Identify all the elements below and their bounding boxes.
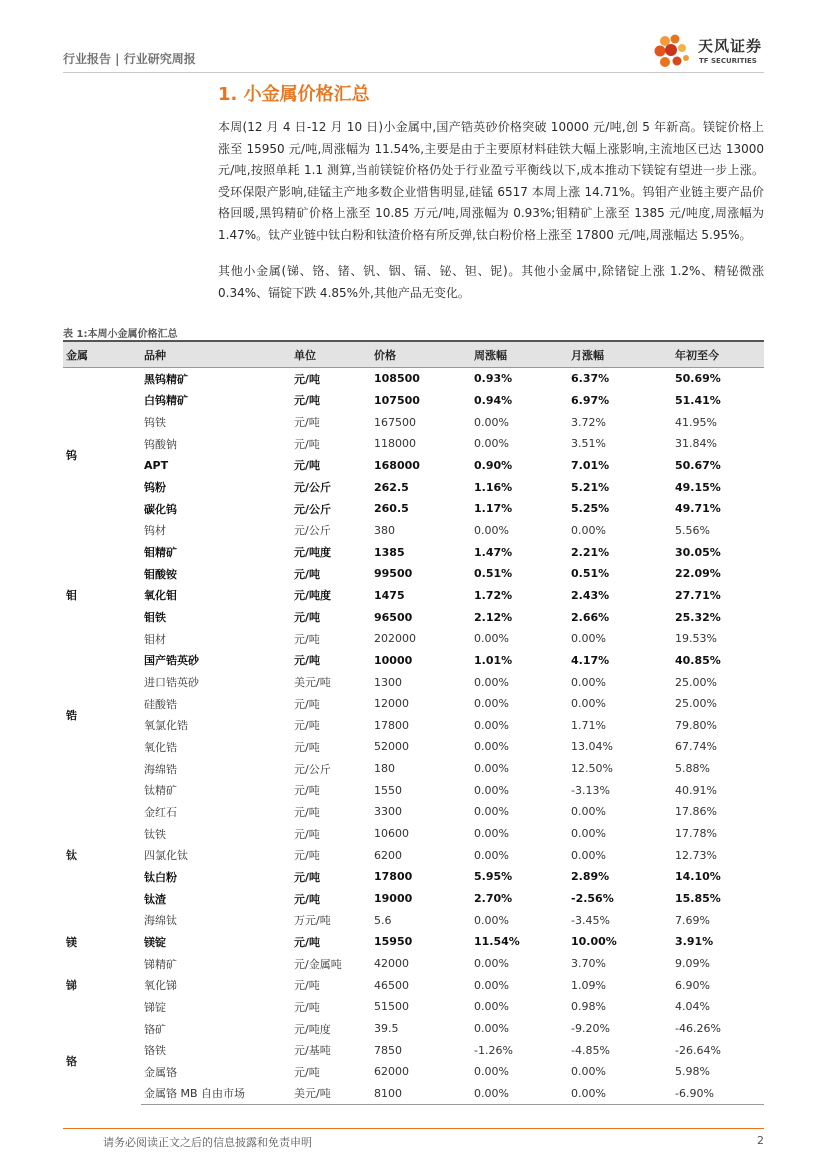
cell-ytd-change: 4.04% (675, 1000, 710, 1014)
cell-month-change: 3.72% (571, 415, 606, 429)
cell-month-change: 0.51% (571, 567, 610, 581)
cell-ytd-change: 49.15% (675, 480, 721, 494)
cell-ytd-change: 31.84% (675, 437, 717, 451)
cell-month-change: 3.51% (571, 437, 606, 451)
cell-week-change: 0.00% (474, 437, 509, 451)
cell-ytd-change: 17.86% (675, 805, 717, 819)
cell-price: 202000 (374, 632, 416, 646)
cell-ytd-change: 5.56% (675, 523, 710, 537)
cell-price: 108500 (374, 372, 420, 386)
cell-unit: 元/吨 (294, 394, 321, 408)
cell-unit: 元/公斤 (294, 762, 331, 776)
table-row (63, 1061, 764, 1083)
cell-month-change: 1.09% (571, 978, 606, 992)
cell-week-change: 0.00% (474, 827, 509, 841)
table-row (63, 715, 764, 737)
cell-unit: 元/吨 (294, 979, 320, 993)
cell-product: 钛铁 (144, 827, 166, 841)
cell-price: 167500 (374, 415, 416, 429)
breadcrumb: 行业报告 | 行业研究周报 (63, 52, 196, 66)
cell-unit: 元/吨度 (294, 1022, 331, 1036)
cell-month-change: 13.04% (571, 740, 613, 754)
cell-unit: 元/基吨 (294, 1044, 331, 1058)
cell-metal: 钨 (66, 448, 77, 462)
cell-unit: 万元/吨 (294, 914, 331, 928)
table-body (63, 368, 764, 1105)
cell-metal: 钼 (66, 589, 77, 603)
cell-product: 氧化锆 (144, 740, 177, 754)
cell-ytd-change: 5.88% (675, 762, 710, 776)
cell-month-change: 0.00% (571, 1065, 606, 1079)
cell-price: 260.5 (374, 502, 409, 516)
cell-price: 1550 (374, 783, 402, 797)
cell-month-change: 7.01% (571, 458, 610, 472)
cell-week-change: 0.90% (474, 458, 513, 472)
cell-price: 5.6 (374, 913, 392, 927)
cell-month-change: 6.97% (571, 393, 610, 407)
cell-product: 金属铬 MB 自由市场 (141, 1083, 291, 1105)
cell-week-change: 0.00% (474, 978, 509, 992)
cell-unit: 元/吨 (294, 459, 321, 473)
cell-month-change: 2.89% (571, 870, 610, 884)
cell-product: 海绵锆 (144, 762, 177, 776)
cell-price: 3300 (374, 805, 402, 819)
cell-week-change: 2.70% (474, 892, 513, 906)
cell-month-change: 0.00% (571, 675, 606, 689)
cell-week-change: 1.01% (474, 653, 513, 667)
cell-price: 6200 (374, 848, 402, 862)
cell-week-change: 0.00% (474, 740, 509, 754)
table-row (63, 650, 764, 672)
cell-month-change: 10.00% (571, 935, 617, 949)
cell-price: 99500 (374, 567, 413, 581)
page-number: 2 (757, 1134, 764, 1147)
footer-disclaimer: 请务必阅读正文之后的信息披露和免责申明 (103, 1136, 312, 1149)
cell-month-change: -9.20% (571, 1022, 610, 1036)
company-logo (651, 33, 781, 73)
cell-week-change: 0.00% (474, 1000, 509, 1014)
cell-unit: 元/公斤 (294, 481, 332, 495)
cell-week-change: 0.00% (471, 1083, 568, 1105)
cell-price: 46500 (374, 978, 409, 992)
cell-ytd-change: 22.09% (675, 567, 721, 581)
cell-price: 118000 (374, 437, 416, 451)
table-row (63, 671, 764, 693)
cell-unit: 元/吨 (294, 372, 321, 386)
table-row (63, 563, 764, 585)
table-row (63, 758, 764, 780)
cell-unit: 元/金属吨 (294, 957, 342, 971)
cell-ytd-change: 30.05% (675, 545, 721, 559)
cell-product: 锑精矿 (144, 957, 177, 971)
cell-price: 15950 (374, 935, 413, 949)
cell-ytd-change: 17.78% (675, 827, 717, 841)
cell-ytd-change: 12.73% (675, 848, 717, 862)
cell-week-change: 0.00% (474, 805, 509, 819)
price-table (63, 340, 764, 1105)
cell-price: 262.5 (374, 480, 409, 494)
cell-ytd-change: 15.85% (675, 892, 721, 906)
cell-unit: 元/吨度 (294, 546, 332, 560)
cell-unit: 元/公斤 (294, 524, 331, 538)
cell-month-change: 5.21% (571, 480, 610, 494)
cell-unit: 元/吨 (294, 827, 320, 841)
table-row (63, 736, 764, 758)
cell-month-change: 0.00% (571, 697, 606, 711)
cell-ytd-change: 67.74% (675, 740, 717, 754)
cell-price: 17800 (374, 870, 413, 884)
cell-week-change: 5.95% (474, 870, 513, 884)
cell-week-change: 0.00% (474, 697, 509, 711)
cell-product: 碳化钨 (144, 502, 177, 516)
cell-price: 168000 (374, 458, 420, 472)
cell-price: 39.5 (374, 1022, 399, 1036)
cell-week-change: 0.00% (474, 1022, 509, 1036)
header-product: 品种 (141, 341, 291, 368)
table-row (63, 1083, 764, 1105)
cell-product: 四氯化钛 (144, 849, 188, 863)
cell-metal: 锆 (66, 708, 77, 722)
cell-ytd-change: 40.85% (675, 653, 721, 667)
cell-ytd-change: -6.90% (672, 1083, 764, 1105)
cell-product: 镁锭 (144, 935, 166, 949)
cell-metal: 镁 (66, 935, 77, 949)
cell-week-change: 0.93% (474, 372, 513, 386)
cell-week-change: 0.00% (474, 523, 509, 537)
cell-ytd-change: -26.64% (675, 1043, 721, 1057)
cell-unit: 元/吨 (294, 719, 320, 733)
cell-product: 白钨精矿 (144, 394, 188, 408)
cell-product: 国产锆英砂 (144, 654, 199, 668)
cell-price: 17800 (374, 718, 409, 732)
cell-month-change: 0.00% (571, 827, 606, 841)
cell-month-change: 0.98% (571, 1000, 606, 1014)
cell-price: 51500 (374, 1000, 409, 1014)
header-divider (63, 72, 764, 73)
cell-week-change: 0.00% (474, 415, 509, 429)
cell-week-change: 0.00% (474, 783, 509, 797)
cell-product: 钛精矿 (144, 784, 177, 798)
cell-product: 钨粉 (144, 481, 166, 495)
cell-unit: 元/吨 (294, 567, 321, 581)
cell-unit: 元/吨 (294, 892, 321, 906)
table-row (63, 606, 764, 628)
cell-ytd-change: 50.67% (675, 458, 721, 472)
summary-paragraph-1: 本周(12 月 4 日-12 月 10 日)小金属中,国产锆英砂价格突破 10000 元/吨,创 5 年新高。镁锭价格上涨至 15950 元/吨,周涨幅为 11.54%,主要是由于主要原材料硅铁大幅上涨影响,主流地区已达 13000 元/吨,按照单耗 1.1 测算,当前镁锭价格仍处于行业盈亏平衡线以下,成本推动下镁锭有望进一步上涨。受环保限产影响,硅锰主产地多数企业惜售明显,硅锰 6517 本周上涨 14.71%。钨钼产业链主要产品价格回暖,黑钨精矿价格上涨至 10.85 万元/吨,周涨幅为 0.93%;钼精矿上涨至 1385 元/吨度,周涨幅为 1.47%。钛产业链中钛白粉和钛渣价格有所反弹,钛白粉价格上涨至 17800 元/吨,周涨幅达 5.95%。 (218, 120, 764, 242)
cell-unit: 元/吨 (294, 654, 321, 668)
cell-month-change: 0.00% (568, 1083, 672, 1105)
cell-week-change: 1.16% (474, 480, 513, 494)
cell-product: 硅酸锆 (144, 697, 177, 711)
cell-week-change: 1.72% (474, 588, 513, 602)
cell-metal: 铬 (66, 1055, 77, 1069)
table-row (63, 411, 764, 433)
table-row (63, 996, 764, 1018)
header-week-change: 周涨幅 (471, 341, 568, 368)
section-title: 1. 小金属价格汇总 (218, 84, 370, 105)
cell-ytd-change: 3.91% (675, 935, 714, 949)
cell-month-change: -4.85% (571, 1043, 610, 1057)
cell-product: APT (144, 458, 169, 472)
cell-unit: 元/吨 (294, 437, 320, 451)
cell-product: 铬铁 (144, 1044, 166, 1058)
header-metal: 金属 (63, 341, 141, 368)
cell-ytd-change: 41.95% (675, 415, 717, 429)
cell-product: 海绵钛 (144, 914, 177, 928)
cell-week-change: 0.00% (474, 913, 509, 927)
cell-product: 进口锆英砂 (144, 676, 199, 690)
table-row (63, 1039, 764, 1061)
price-table-container (63, 340, 764, 1105)
cell-unit: 元/吨 (294, 632, 320, 646)
cell-ytd-change: 19.53% (675, 632, 717, 646)
table-row (63, 693, 764, 715)
cell-unit: 元/吨 (294, 870, 321, 884)
table-row (63, 585, 764, 607)
cell-product: 钛渣 (144, 892, 166, 906)
cell-ytd-change: 25.32% (675, 610, 721, 624)
cell-product: 钼材 (144, 632, 166, 646)
cell-month-change: 0.00% (571, 805, 606, 819)
cell-month-change: 0.00% (571, 632, 606, 646)
cell-ytd-change: 40.91% (675, 783, 717, 797)
cell-unit: 元/吨度 (294, 589, 332, 603)
cell-month-change: 0.00% (571, 523, 606, 537)
cell-month-change: 1.71% (571, 718, 606, 732)
table-caption: 表 1:本周小金属价格汇总 (63, 329, 178, 340)
cell-week-change: 0.00% (474, 848, 509, 862)
cell-ytd-change: 79.80% (675, 718, 717, 732)
cell-product: 金红石 (144, 805, 177, 819)
cell-unit: 元/吨 (294, 697, 320, 711)
table-row (63, 801, 764, 823)
cell-product: 钨酸钠 (144, 437, 177, 451)
cell-metal: 锑 (66, 979, 77, 993)
cell-month-change: -3.13% (571, 783, 610, 797)
cell-ytd-change: 50.69% (675, 372, 721, 386)
cell-price: 1475 (374, 588, 405, 602)
cell-product: 钼铁 (144, 611, 166, 625)
cell-month-change: -2.56% (571, 892, 614, 906)
cell-month-change: 3.70% (571, 957, 606, 971)
cell-month-change: -3.45% (571, 913, 610, 927)
cell-week-change: 1.17% (474, 502, 513, 516)
cell-unit: 元/吨 (294, 935, 321, 949)
cell-price: 107500 (374, 393, 420, 407)
cell-product: 黑钨精矿 (144, 372, 188, 386)
table-row (63, 368, 764, 390)
table-row (63, 931, 764, 953)
cell-price: 10000 (374, 653, 413, 667)
summary-paragraph-2: 其他小金属(锑、铬、锗、钒、铟、镉、铋、钽、铌)。其他小金属中,除锗锭上涨 1.2%、精铋微涨 0.34%、镉锭下跌 4.85%外,其他产品无变化。 (218, 264, 764, 300)
cell-month-change: 0.00% (571, 848, 606, 862)
cell-week-change: 1.47% (474, 545, 513, 559)
cell-price: 62000 (374, 1065, 409, 1079)
cell-ytd-change: 7.69% (675, 913, 710, 927)
cell-price: 12000 (374, 697, 409, 711)
table-row (63, 455, 764, 477)
cell-week-change: -1.26% (474, 1043, 513, 1057)
cell-price: 380 (374, 523, 395, 537)
cell-product: 铬矿 (144, 1022, 166, 1036)
cell-ytd-change: 5.98% (675, 1065, 710, 1079)
table-row (63, 844, 764, 866)
cell-ytd-change: 9.09% (675, 957, 710, 971)
logo-text-en: TF SECURITIES (699, 57, 757, 65)
header-ytd-change: 年初至今 (672, 341, 764, 368)
table-row (63, 909, 764, 931)
cell-ytd-change: 49.71% (675, 502, 721, 516)
table-row (63, 628, 764, 650)
table-row (63, 953, 764, 975)
cell-product: 氧化钼 (144, 589, 177, 603)
cell-ytd-change: 6.90% (675, 978, 710, 992)
cell-week-change: 0.94% (474, 393, 513, 407)
cell-unit: 元/吨 (294, 805, 320, 819)
cell-price: 42000 (374, 957, 409, 971)
cell-week-change: 0.00% (474, 762, 509, 776)
table-row (63, 779, 764, 801)
cell-week-change: 0.00% (474, 957, 509, 971)
cell-unit: 元/公斤 (294, 502, 332, 516)
cell-unit: 元/吨 (294, 1000, 320, 1014)
cell-month-change: 2.66% (571, 610, 610, 624)
table-row (63, 541, 764, 563)
table-row (63, 1018, 764, 1040)
cell-product: 氧氯化锆 (144, 719, 188, 733)
cell-product: 金属铬 (144, 1065, 177, 1079)
cell-price: 1385 (374, 545, 405, 559)
cell-unit: 美元/吨 (291, 1083, 371, 1105)
cell-ytd-change: 25.00% (675, 697, 717, 711)
table-row (63, 498, 764, 520)
cell-unit: 元/吨 (294, 849, 320, 863)
cell-product: 钨铁 (144, 416, 166, 430)
cell-unit: 元/吨 (294, 784, 320, 798)
cell-product: 钼酸铵 (144, 567, 177, 581)
cell-unit: 元/吨 (294, 416, 320, 430)
cell-product: 氧化锑 (144, 979, 177, 993)
cell-price: 1300 (374, 675, 402, 689)
header-price: 价格 (371, 341, 471, 368)
cell-ytd-change: 25.00% (675, 675, 717, 689)
table-row (63, 476, 764, 498)
table-header-row (63, 341, 764, 368)
cell-ytd-change: 27.71% (675, 588, 721, 602)
cell-ytd-change: 14.10% (675, 870, 721, 884)
header-unit: 单位 (291, 341, 371, 368)
table-row (63, 974, 764, 996)
cell-ytd-change: -46.26% (675, 1022, 721, 1036)
cell-price: 7850 (374, 1043, 402, 1057)
header-month-change: 月涨幅 (568, 341, 672, 368)
cell-unit: 元/吨 (294, 611, 321, 625)
cell-week-change: 2.12% (474, 610, 513, 624)
logo-text-cn: 天风证券 (698, 37, 763, 55)
table-row (63, 823, 764, 845)
table-row (63, 520, 764, 542)
cell-week-change: 11.54% (474, 935, 520, 949)
table-row (63, 390, 764, 412)
cell-month-change: 5.25% (571, 502, 610, 516)
cell-price: 19000 (374, 892, 413, 906)
cell-ytd-change: 51.41% (675, 393, 721, 407)
flower-logo-icon (651, 33, 695, 73)
cell-unit: 美元/吨 (294, 676, 331, 690)
cell-month-change: 2.43% (571, 588, 610, 602)
footer-divider (63, 1128, 764, 1129)
cell-week-change: 0.00% (474, 718, 509, 732)
table-row (63, 866, 764, 888)
cell-unit: 元/吨 (294, 740, 320, 754)
cell-price: 52000 (374, 740, 409, 754)
cell-week-change: 0.00% (474, 632, 509, 646)
cell-product: 钛白粉 (144, 870, 177, 884)
cell-product: 钨材 (144, 524, 166, 538)
cell-unit: 元/吨 (294, 1065, 320, 1079)
cell-month-change: 4.17% (571, 653, 610, 667)
cell-price: 8100 (371, 1083, 471, 1105)
cell-week-change: 0.00% (474, 1065, 509, 1079)
cell-month-change: 2.21% (571, 545, 610, 559)
cell-week-change: 0.00% (474, 675, 509, 689)
cell-price: 180 (374, 762, 395, 776)
cell-product: 锑锭 (144, 1000, 166, 1014)
cell-month-change: 12.50% (571, 762, 613, 776)
table-row (63, 888, 764, 910)
cell-metal: 钛 (66, 849, 77, 863)
cell-week-change: 0.51% (474, 567, 513, 581)
cell-product: 钼精矿 (144, 546, 177, 560)
cell-price: 96500 (374, 610, 413, 624)
table-row (63, 433, 764, 455)
cell-month-change: 6.37% (571, 372, 610, 386)
cell-price: 10600 (374, 827, 409, 841)
